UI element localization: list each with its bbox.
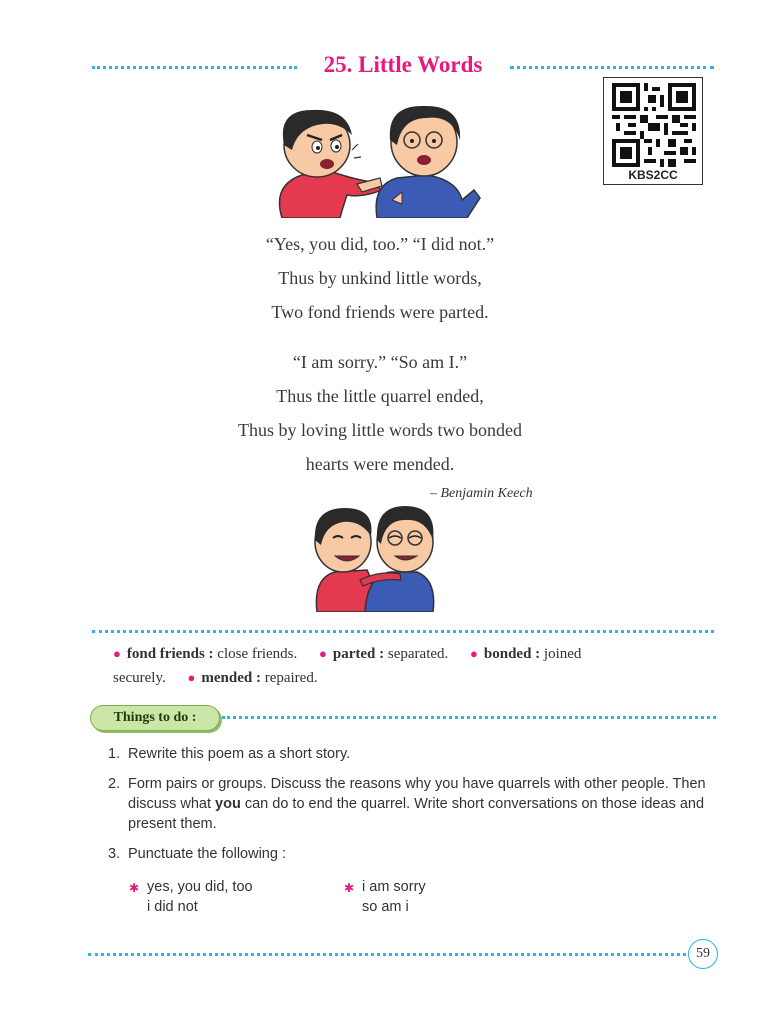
- punctuate-line: yes, you did, too: [147, 879, 253, 895]
- punctuate-line: so am i: [362, 899, 409, 915]
- poem-line: Two fond friends were parted.: [271, 302, 489, 322]
- vocab-term: fond friends :: [126, 646, 214, 662]
- vocab-item: [319, 646, 448, 662]
- qr-code-icon: [611, 83, 697, 167]
- punctuate-item: [344, 877, 426, 917]
- bullet-icon: ●: [187, 670, 196, 685]
- quarrel-illustration: [262, 100, 482, 218]
- page-number: 59: [688, 939, 718, 969]
- bullet-icon: ●: [470, 646, 478, 661]
- vocab-meaning: close friends.: [217, 646, 298, 662]
- task-item: [108, 844, 708, 864]
- poem-line: “Yes, you did, too.” “I did not.”: [265, 234, 495, 254]
- header-rule-right: [510, 66, 714, 69]
- poem-author: – Benjamin Keech: [430, 486, 533, 501]
- task-item: [108, 774, 708, 834]
- poem-line: Thus by unkind little words,: [278, 268, 482, 288]
- task-emphasis: you: [215, 796, 241, 812]
- task-list: [108, 744, 708, 874]
- poem-line: “I am sorry.” “So am I.”: [292, 352, 468, 372]
- task-text-part: can do to end the quarrel. Write short conversations on those ideas and present them.: [128, 796, 705, 832]
- bullet-icon: ●: [319, 646, 327, 661]
- page-title: 25. Little Words: [323, 52, 483, 77]
- vocab-continuation: securely.: [113, 670, 166, 686]
- task-text: Rewrite this poem as a short story.: [128, 746, 351, 762]
- punctuate-item: [129, 877, 253, 917]
- task-item: [108, 744, 708, 764]
- poem-stanza-1: [170, 227, 590, 329]
- qr-code-box[interactable]: [603, 77, 703, 185]
- asterisk-icon: ✱: [344, 881, 355, 895]
- task-number: 2.: [108, 776, 121, 792]
- task-text: [128, 776, 706, 832]
- vocab-item: [470, 646, 581, 662]
- things-to-do-rule: [222, 716, 716, 719]
- task-text: Punctuate the following :: [128, 846, 286, 862]
- footer-rule: [88, 953, 686, 956]
- poem-line: Thus by loving little words two bonded: [238, 420, 522, 440]
- vocab-term: mended :: [201, 670, 261, 686]
- task-text-part: Form pairs or groups. Discuss the reasons why you have quarrels with other people. Then discuss what: [128, 776, 706, 812]
- poem-line: hearts were mended.: [305, 454, 455, 474]
- task-number: 3.: [108, 846, 121, 862]
- task-number: 1.: [108, 746, 121, 762]
- vocabulary-list: [113, 642, 693, 690]
- vocab-item: [113, 646, 297, 662]
- vocab-meaning: separated.: [387, 646, 449, 662]
- section-rule: [92, 630, 714, 633]
- qr-code-label: KBS2CC: [628, 168, 678, 182]
- punctuate-line: i am sorry: [362, 879, 426, 895]
- header-rule-left: [92, 66, 297, 69]
- vocab-meaning: repaired.: [264, 670, 318, 686]
- vocab-item: [188, 670, 318, 686]
- punctuate-line: i did not: [147, 899, 198, 915]
- bullet-icon: ●: [113, 646, 121, 661]
- asterisk-icon: ✱: [129, 881, 140, 895]
- friends-illustration: [305, 500, 445, 612]
- things-to-do-label: Things to do :: [90, 705, 220, 731]
- vocab-term: parted :: [332, 646, 385, 662]
- poem-line: Thus the little quarrel ended,: [276, 386, 484, 406]
- vocab-meaning: joined: [543, 646, 582, 662]
- poem-stanza-2: [170, 345, 590, 481]
- vocab-term: bonded :: [483, 646, 541, 662]
